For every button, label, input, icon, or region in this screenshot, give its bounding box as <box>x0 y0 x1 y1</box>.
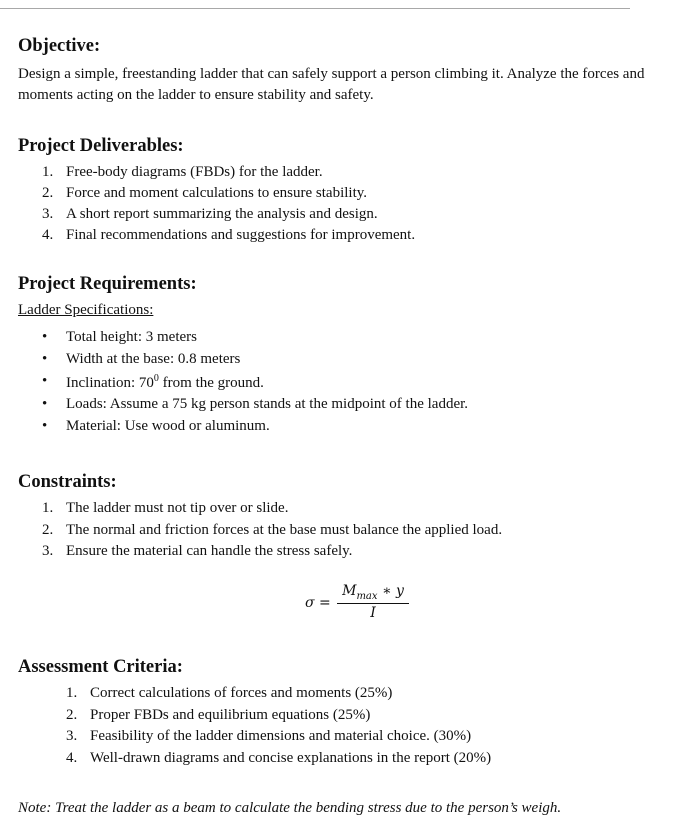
objective-heading: Objective: <box>18 36 101 56</box>
top-divider <box>0 8 630 9</box>
objective-text: Design a simple, freestanding ladder that can safely support a person climbing it. Analyze the forces and moments acting on the ladder to ensure stability and safety. <box>18 66 645 103</box>
requirements-heading: Project Requirements: <box>18 274 197 294</box>
equation-fraction <box>337 583 409 621</box>
equation-numerator: $M_{max}$ ∗ y <box>342 583 404 602</box>
fraction-bar <box>337 603 409 604</box>
ladder-specifications-subheading: Ladder Specifications: <box>18 302 154 318</box>
equation-denominator: I <box>370 604 376 621</box>
assessment-heading: Assessment Criteria: <box>18 657 183 677</box>
constraints-heading: Constraints: <box>18 472 117 492</box>
note-text: Note: Treat the ladder as a beam to calculate the bending stress due to the person’s weigh. <box>18 800 562 816</box>
deliverables-heading: Project Deliverables: <box>18 136 184 156</box>
equation-lhs: σ = <box>305 595 331 611</box>
